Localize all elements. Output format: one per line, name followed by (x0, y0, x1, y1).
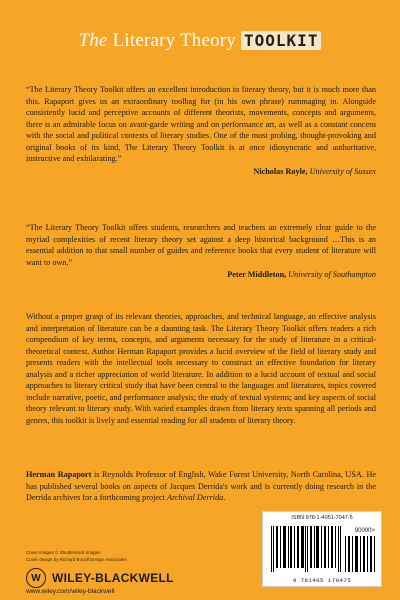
ean-barcode-icon (271, 526, 341, 572)
author-bio (26, 469, 376, 504)
quote-text: “The Literary Theory Toolkit offers students, researchers and teachers an extremely clear guide to the myriad complexities of recent literary theory set against a deep historical background …This is an essential addition to that small number of guides and reference books that every student of literature will want to own.” (26, 223, 376, 267)
barcode (262, 511, 382, 587)
quote-author: Nicholas Royle, (253, 166, 308, 176)
quote-text: “The Literary Theory Toolkit offers an excellent introduction to literary theory, but it is much more than this. Rapaport gives us an extraordinary toolbag for (in his own phrase) rummaging in. Alongside consistently lucid and perceptive accounts of different theorists, movements, concepts and arguments, there is an admirable focus on avant-garde writing and on performance art, as well as a constant concern with the social and political contexts of literary studies. One of the most probing, thought-provoking and original books of its kind, The Literary Theory Toolkit is at once idiosyncratic and authoritative, instructive and exhilarating.” (26, 85, 376, 163)
title-main: Literary Theory (112, 30, 237, 51)
author-project: Archival Derrida (166, 493, 224, 502)
book-title (0, 30, 400, 52)
title-toolkit-logo: TOOLKIT (241, 31, 321, 50)
author-bio-end: . (223, 493, 226, 502)
quote-affiliation: University of Southampton (288, 270, 376, 279)
quote-affiliation: University of Sussex (309, 166, 376, 176)
author-bio-text: is Reynolds Professor of English, Wake Forest University, North Carolina, USA. He has published several books on aspects of Jacques Derrida's work and is currently doing research in the Derrida archives for a forthcoming project (26, 470, 376, 502)
book-description: Without a proper grasp of its relevant theories, approaches, and technical language, an effective analysis and interpretation of literature can be a daunting task. The Literary Theory Toolkit offers readers a rich compendium of key terms, concepts, and arguments necessary for the study of literature in a critical-theoretical context. Author Herman Rapaport provides a lucid overview of the field of literary study and presents readers with the intellectual tools necessary to construct an effective foundation for literary analysis and a richer appreciation of world literature. In addition to a lucid account of textual and social approaches to literary critical study that have been central to the languages and literatures, topics covered include narrative, poetic, and performance analysis; the study of textual systems; and key aspects of social theory relevant to literary study. With varied examples drawn from literary texts spanning all periods and genres, this toolkit is lively and essential reading for all students of literary theory. (26, 312, 376, 425)
publisher-url: www.wiley.com/wiley-blackwell (26, 588, 115, 595)
quote-author: Peter Middleton, (227, 270, 287, 279)
quote-attribution (26, 269, 376, 281)
review-quote-middleton (26, 222, 376, 281)
cover-credits (26, 549, 127, 563)
barcode-digits: 9 781405 170475 (292, 577, 352, 584)
author-name: Herman Rapaport (26, 470, 92, 479)
title-the: The (78, 30, 108, 51)
publisher-logo (26, 568, 174, 588)
wiley-logo-icon: W (26, 568, 46, 588)
cover-design-credit: Cover design by Richard Boxall Design Associates (26, 557, 127, 562)
isbn-label: ISBN 978-1-4051-7047-5 (291, 515, 353, 521)
price-barcode-icon (345, 536, 375, 572)
cover-image-credit: Cover images © Shutterstock images (26, 550, 101, 555)
review-quote-royle (26, 84, 376, 177)
price-code: 90000> (354, 528, 375, 534)
quote-attribution (26, 166, 376, 178)
publisher-name: WILEY-BLACKWELL (52, 571, 174, 585)
